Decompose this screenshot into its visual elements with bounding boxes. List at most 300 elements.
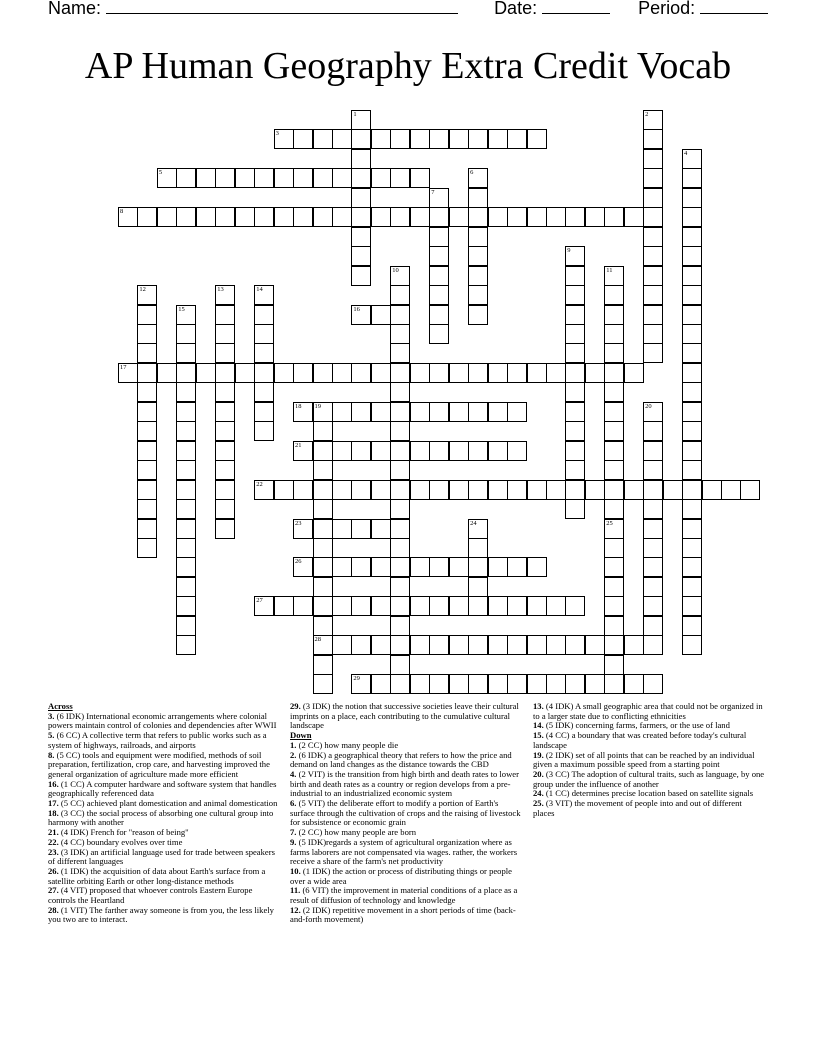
crossword-cell[interactable]: [118, 207, 138, 227]
crossword-cell[interactable]: [313, 499, 333, 519]
crossword-cell[interactable]: [371, 674, 391, 694]
crossword-cell[interactable]: [604, 207, 624, 227]
crossword-cell[interactable]: [313, 538, 333, 558]
crossword-cell[interactable]: [682, 305, 702, 325]
crossword-cell[interactable]: [643, 460, 663, 480]
crossword-cell[interactable]: [332, 129, 352, 149]
crossword-cell[interactable]: [429, 207, 449, 227]
crossword-cell[interactable]: [215, 519, 235, 539]
crossword-cell[interactable]: [293, 129, 313, 149]
crossword-cell[interactable]: [546, 207, 566, 227]
crossword-cell[interactable]: [488, 596, 508, 616]
crossword-cell[interactable]: [604, 577, 624, 597]
crossword-cell[interactable]: [565, 674, 585, 694]
crossword-cell[interactable]: [643, 519, 663, 539]
crossword-cell[interactable]: [643, 285, 663, 305]
crossword-cell[interactable]: [215, 402, 235, 422]
crossword-cell[interactable]: [176, 635, 196, 655]
crossword-cell[interactable]: [643, 480, 663, 500]
crossword-cell[interactable]: [313, 207, 333, 227]
crossword-cell[interactable]: [137, 363, 157, 383]
crossword-cell[interactable]: [332, 480, 352, 500]
crossword-cell[interactable]: [488, 480, 508, 500]
crossword-cell[interactable]: [410, 596, 430, 616]
crossword-cell[interactable]: [390, 655, 410, 675]
crossword-cell[interactable]: [390, 363, 410, 383]
crossword-cell[interactable]: [351, 363, 371, 383]
crossword-cell[interactable]: [371, 305, 391, 325]
crossword-cell[interactable]: [546, 363, 566, 383]
crossword-cell[interactable]: [254, 402, 274, 422]
crossword-cell[interactable]: [565, 207, 585, 227]
crossword-cell[interactable]: [604, 538, 624, 558]
crossword-cell[interactable]: [468, 305, 488, 325]
crossword-cell[interactable]: [604, 402, 624, 422]
crossword-cell[interactable]: [643, 188, 663, 208]
crossword-cell[interactable]: [643, 421, 663, 441]
crossword-cell[interactable]: [488, 129, 508, 149]
crossword-cell[interactable]: [313, 168, 333, 188]
crossword-cell[interactable]: [585, 635, 605, 655]
crossword-cell[interactable]: [682, 168, 702, 188]
crossword-cell[interactable]: [293, 168, 313, 188]
crossword-cell[interactable]: [351, 402, 371, 422]
crossword-cell[interactable]: [429, 266, 449, 286]
crossword-cell[interactable]: [682, 207, 702, 227]
crossword-cell[interactable]: [565, 460, 585, 480]
crossword-cell[interactable]: [137, 480, 157, 500]
crossword-cell[interactable]: [390, 538, 410, 558]
crossword-cell[interactable]: [176, 402, 196, 422]
crossword-cell[interactable]: [137, 538, 157, 558]
crossword-cell[interactable]: [390, 207, 410, 227]
crossword-cell[interactable]: [313, 421, 333, 441]
crossword-cell[interactable]: [682, 616, 702, 636]
crossword-cell[interactable]: [449, 402, 469, 422]
crossword-cell[interactable]: [604, 382, 624, 402]
crossword-cell[interactable]: [565, 285, 585, 305]
crossword-cell[interactable]: [390, 460, 410, 480]
crossword-cell[interactable]: [604, 635, 624, 655]
crossword-cell[interactable]: [624, 480, 644, 500]
crossword-cell[interactable]: [429, 188, 449, 208]
crossword-cell[interactable]: [410, 129, 430, 149]
crossword-cell[interactable]: [176, 460, 196, 480]
crossword-cell[interactable]: [546, 596, 566, 616]
crossword-cell[interactable]: [371, 402, 391, 422]
crossword-cell[interactable]: [313, 129, 333, 149]
crossword-cell[interactable]: [351, 674, 371, 694]
crossword-cell[interactable]: [507, 129, 527, 149]
crossword-cell[interactable]: [390, 266, 410, 286]
crossword-cell[interactable]: [137, 207, 157, 227]
crossword-cell[interactable]: [565, 363, 585, 383]
crossword-cell[interactable]: [507, 674, 527, 694]
crossword-cell[interactable]: [449, 596, 469, 616]
crossword-cell[interactable]: [351, 596, 371, 616]
crossword-cell[interactable]: [313, 635, 333, 655]
crossword-cell[interactable]: [429, 363, 449, 383]
crossword-cell[interactable]: [176, 324, 196, 344]
crossword-cell[interactable]: [682, 557, 702, 577]
crossword-cell[interactable]: [332, 557, 352, 577]
crossword-cell[interactable]: [643, 538, 663, 558]
crossword-cell[interactable]: [274, 207, 294, 227]
crossword-cell[interactable]: [682, 480, 702, 500]
crossword-cell[interactable]: [215, 207, 235, 227]
crossword-cell[interactable]: [196, 207, 216, 227]
crossword-cell[interactable]: [527, 207, 547, 227]
crossword-cell[interactable]: [254, 168, 274, 188]
crossword-cell[interactable]: [371, 168, 391, 188]
crossword-cell[interactable]: [137, 441, 157, 461]
crossword-cell[interactable]: [215, 343, 235, 363]
crossword-cell[interactable]: [293, 363, 313, 383]
crossword-cell[interactable]: [449, 674, 469, 694]
crossword-cell[interactable]: [449, 480, 469, 500]
crossword-cell[interactable]: [215, 305, 235, 325]
crossword-cell[interactable]: [527, 363, 547, 383]
crossword-cell[interactable]: [313, 363, 333, 383]
crossword-cell[interactable]: [176, 596, 196, 616]
crossword-cell[interactable]: [468, 596, 488, 616]
crossword-cell[interactable]: [137, 402, 157, 422]
crossword-cell[interactable]: [351, 188, 371, 208]
crossword-cell[interactable]: [488, 363, 508, 383]
crossword-cell[interactable]: [468, 227, 488, 247]
crossword-cell[interactable]: [254, 207, 274, 227]
crossword-cell[interactable]: [488, 635, 508, 655]
crossword-cell[interactable]: [371, 635, 391, 655]
crossword-cell[interactable]: [137, 382, 157, 402]
crossword-cell[interactable]: [565, 402, 585, 422]
crossword-cell[interactable]: [390, 402, 410, 422]
crossword-cell[interactable]: [351, 168, 371, 188]
crossword-cell[interactable]: [390, 129, 410, 149]
crossword-cell[interactable]: [604, 616, 624, 636]
crossword-cell[interactable]: [254, 382, 274, 402]
crossword-cell[interactable]: [390, 382, 410, 402]
crossword-cell[interactable]: [390, 480, 410, 500]
crossword-cell[interactable]: [682, 596, 702, 616]
crossword-cell[interactable]: [351, 441, 371, 461]
crossword-cell[interactable]: [137, 519, 157, 539]
crossword-cell[interactable]: [624, 207, 644, 227]
crossword-cell[interactable]: [565, 421, 585, 441]
crossword-cell[interactable]: [293, 480, 313, 500]
crossword-cell[interactable]: [157, 207, 177, 227]
crossword-cell[interactable]: [176, 343, 196, 363]
crossword-cell[interactable]: [449, 363, 469, 383]
crossword-cell[interactable]: [468, 557, 488, 577]
crossword-cell[interactable]: [351, 266, 371, 286]
crossword-cell[interactable]: [643, 266, 663, 286]
crossword-cell[interactable]: [390, 577, 410, 597]
crossword-cell[interactable]: [507, 207, 527, 227]
crossword-cell[interactable]: [371, 480, 391, 500]
crossword-cell[interactable]: [721, 480, 741, 500]
crossword-cell[interactable]: [449, 635, 469, 655]
crossword-cell[interactable]: [274, 363, 294, 383]
crossword-cell[interactable]: [313, 674, 333, 694]
crossword-cell[interactable]: [137, 499, 157, 519]
crossword-cell[interactable]: [429, 557, 449, 577]
crossword-cell[interactable]: [468, 402, 488, 422]
crossword-cell[interactable]: [585, 363, 605, 383]
crossword-cell[interactable]: [643, 596, 663, 616]
crossword-cell[interactable]: [468, 674, 488, 694]
crossword-cell[interactable]: [565, 305, 585, 325]
crossword-cell[interactable]: [254, 421, 274, 441]
crossword-cell[interactable]: [313, 596, 333, 616]
crossword-cell[interactable]: [351, 480, 371, 500]
crossword-cell[interactable]: [176, 305, 196, 325]
crossword-cell[interactable]: [604, 266, 624, 286]
crossword-cell[interactable]: [527, 674, 547, 694]
crossword-cell[interactable]: [429, 596, 449, 616]
crossword-cell[interactable]: [332, 519, 352, 539]
crossword-cell[interactable]: [604, 305, 624, 325]
crossword-cell[interactable]: [215, 441, 235, 461]
crossword-cell[interactable]: [604, 460, 624, 480]
crossword-cell[interactable]: [682, 538, 702, 558]
crossword-cell[interactable]: [313, 519, 333, 539]
crossword-cell[interactable]: [507, 596, 527, 616]
crossword-cell[interactable]: [468, 246, 488, 266]
crossword-cell[interactable]: [643, 577, 663, 597]
crossword-cell[interactable]: [313, 402, 333, 422]
crossword-cell[interactable]: [410, 441, 430, 461]
crossword-cell[interactable]: [410, 363, 430, 383]
crossword-cell[interactable]: [565, 441, 585, 461]
crossword-cell[interactable]: [643, 168, 663, 188]
crossword-cell[interactable]: [371, 207, 391, 227]
crossword-cell[interactable]: [604, 596, 624, 616]
crossword-cell[interactable]: [643, 207, 663, 227]
crossword-cell[interactable]: [604, 499, 624, 519]
crossword-cell[interactable]: [176, 557, 196, 577]
crossword-cell[interactable]: [274, 480, 294, 500]
crossword-cell[interactable]: [429, 285, 449, 305]
crossword-cell[interactable]: [488, 557, 508, 577]
crossword-cell[interactable]: [293, 557, 313, 577]
crossword-cell[interactable]: [604, 655, 624, 675]
crossword-cell[interactable]: [449, 129, 469, 149]
crossword-cell[interactable]: [488, 674, 508, 694]
crossword-cell[interactable]: [215, 499, 235, 519]
crossword-cell[interactable]: [468, 285, 488, 305]
crossword-cell[interactable]: [604, 674, 624, 694]
crossword-cell[interactable]: [682, 266, 702, 286]
crossword-cell[interactable]: [643, 557, 663, 577]
crossword-cell[interactable]: [643, 110, 663, 130]
crossword-cell[interactable]: [351, 246, 371, 266]
crossword-cell[interactable]: [390, 635, 410, 655]
crossword-cell[interactable]: [254, 305, 274, 325]
crossword-cell[interactable]: [351, 149, 371, 169]
crossword-cell[interactable]: [313, 441, 333, 461]
crossword-cell[interactable]: [137, 285, 157, 305]
crossword-cell[interactable]: [176, 577, 196, 597]
crossword-cell[interactable]: [643, 635, 663, 655]
crossword-cell[interactable]: [137, 305, 157, 325]
crossword-cell[interactable]: [468, 577, 488, 597]
crossword-cell[interactable]: [682, 421, 702, 441]
crossword-cell[interactable]: [332, 635, 352, 655]
crossword-cell[interactable]: [604, 441, 624, 461]
crossword-cell[interactable]: [527, 596, 547, 616]
crossword-cell[interactable]: [468, 188, 488, 208]
crossword-cell[interactable]: [176, 616, 196, 636]
crossword-cell[interactable]: [682, 363, 702, 383]
crossword-cell[interactable]: [643, 343, 663, 363]
crossword-cell[interactable]: [507, 480, 527, 500]
crossword-cell[interactable]: [332, 207, 352, 227]
crossword-cell[interactable]: [410, 207, 430, 227]
crossword-cell[interactable]: [468, 207, 488, 227]
crossword-cell[interactable]: [429, 402, 449, 422]
crossword-cell[interactable]: [235, 207, 255, 227]
crossword-cell[interactable]: [371, 129, 391, 149]
crossword-cell[interactable]: [332, 168, 352, 188]
crossword-cell[interactable]: [313, 616, 333, 636]
crossword-cell[interactable]: [235, 168, 255, 188]
crossword-cell[interactable]: [585, 674, 605, 694]
crossword-cell[interactable]: [682, 499, 702, 519]
crossword-cell[interactable]: [176, 538, 196, 558]
crossword-cell[interactable]: [332, 596, 352, 616]
crossword-cell[interactable]: [468, 635, 488, 655]
crossword-cell[interactable]: [254, 596, 274, 616]
crossword-cell[interactable]: [546, 674, 566, 694]
crossword-cell[interactable]: [565, 382, 585, 402]
crossword-cell[interactable]: [410, 635, 430, 655]
crossword-cell[interactable]: [604, 285, 624, 305]
crossword-cell[interactable]: [643, 441, 663, 461]
crossword-cell[interactable]: [682, 519, 702, 539]
crossword-cell[interactable]: [351, 519, 371, 539]
crossword-cell[interactable]: [643, 674, 663, 694]
crossword-cell[interactable]: [624, 635, 644, 655]
crossword-cell[interactable]: [390, 168, 410, 188]
crossword-cell[interactable]: [429, 635, 449, 655]
crossword-cell[interactable]: [565, 635, 585, 655]
crossword-cell[interactable]: [643, 129, 663, 149]
crossword-cell[interactable]: [468, 363, 488, 383]
crossword-cell[interactable]: [137, 343, 157, 363]
crossword-cell[interactable]: [371, 441, 391, 461]
crossword-cell[interactable]: [351, 207, 371, 227]
crossword-cell[interactable]: [682, 382, 702, 402]
crossword-cell[interactable]: [390, 305, 410, 325]
crossword-cell[interactable]: [429, 129, 449, 149]
crossword-cell[interactable]: [313, 480, 333, 500]
crossword-cell[interactable]: [604, 363, 624, 383]
crossword-cell[interactable]: [313, 577, 333, 597]
crossword-cell[interactable]: [449, 207, 469, 227]
crossword-cell[interactable]: [429, 480, 449, 500]
crossword-cell[interactable]: [663, 480, 683, 500]
crossword-cell[interactable]: [643, 616, 663, 636]
crossword-cell[interactable]: [157, 363, 177, 383]
crossword-cell[interactable]: [176, 363, 196, 383]
crossword-cell[interactable]: [624, 363, 644, 383]
crossword-cell[interactable]: [429, 227, 449, 247]
crossword-cell[interactable]: [390, 285, 410, 305]
crossword-cell[interactable]: [682, 441, 702, 461]
crossword-cell[interactable]: [215, 382, 235, 402]
crossword-cell[interactable]: [643, 499, 663, 519]
crossword-cell[interactable]: [468, 538, 488, 558]
crossword-cell[interactable]: [313, 460, 333, 480]
crossword-cell[interactable]: [527, 557, 547, 577]
crossword-cell[interactable]: [390, 343, 410, 363]
crossword-cell[interactable]: [215, 324, 235, 344]
crossword-cell[interactable]: [254, 324, 274, 344]
crossword-cell[interactable]: [682, 577, 702, 597]
crossword-cell[interactable]: [390, 616, 410, 636]
crossword-cell[interactable]: [176, 382, 196, 402]
crossword-cell[interactable]: [332, 441, 352, 461]
crossword-cell[interactable]: [702, 480, 722, 500]
crossword-cell[interactable]: [351, 129, 371, 149]
crossword-cell[interactable]: [585, 480, 605, 500]
crossword-cell[interactable]: [254, 363, 274, 383]
crossword-cell[interactable]: [643, 149, 663, 169]
crossword-cell[interactable]: [682, 149, 702, 169]
crossword-cell[interactable]: [176, 480, 196, 500]
crossword-cell[interactable]: [254, 480, 274, 500]
crossword-cell[interactable]: [215, 285, 235, 305]
crossword-cell[interactable]: [604, 324, 624, 344]
crossword-cell[interactable]: [293, 519, 313, 539]
crossword-cell[interactable]: [429, 305, 449, 325]
crossword-cell[interactable]: [410, 557, 430, 577]
crossword-cell[interactable]: [215, 480, 235, 500]
crossword-cell[interactable]: [643, 305, 663, 325]
crossword-cell[interactable]: [468, 266, 488, 286]
crossword-cell[interactable]: [390, 324, 410, 344]
crossword-cell[interactable]: [313, 655, 333, 675]
crossword-cell[interactable]: [429, 324, 449, 344]
crossword-cell[interactable]: [176, 499, 196, 519]
crossword-cell[interactable]: [313, 557, 333, 577]
crossword-cell[interactable]: [196, 168, 216, 188]
crossword-cell[interactable]: [410, 480, 430, 500]
crossword-cell[interactable]: [604, 421, 624, 441]
crossword-cell[interactable]: [254, 343, 274, 363]
crossword-cell[interactable]: [682, 285, 702, 305]
crossword-cell[interactable]: [351, 110, 371, 130]
crossword-cell[interactable]: [507, 402, 527, 422]
crossword-cell[interactable]: [274, 168, 294, 188]
crossword-cell[interactable]: [351, 227, 371, 247]
crossword-cell[interactable]: [390, 519, 410, 539]
crossword-cell[interactable]: [215, 421, 235, 441]
crossword-cell[interactable]: [137, 460, 157, 480]
crossword-cell[interactable]: [682, 343, 702, 363]
crossword-cell[interactable]: [565, 343, 585, 363]
crossword-cell[interactable]: [682, 246, 702, 266]
crossword-cell[interactable]: [468, 129, 488, 149]
crossword-cell[interactable]: [429, 246, 449, 266]
crossword-cell[interactable]: [682, 188, 702, 208]
crossword-cell[interactable]: [215, 460, 235, 480]
crossword-cell[interactable]: [546, 480, 566, 500]
crossword-cell[interactable]: [468, 168, 488, 188]
crossword-cell[interactable]: [565, 480, 585, 500]
crossword-cell[interactable]: [468, 480, 488, 500]
